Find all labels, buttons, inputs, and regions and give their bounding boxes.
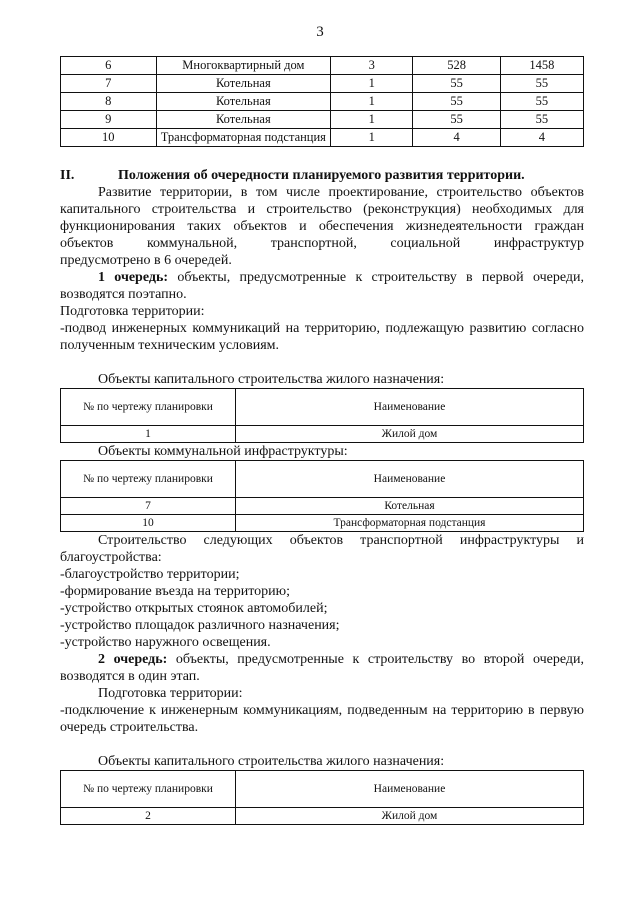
table-cell: Котельная [156, 111, 331, 129]
table-row [61, 129, 584, 147]
list-item: -благоустройство территории; [60, 567, 240, 582]
table-row [61, 75, 584, 93]
stage2-paragraph [60, 651, 584, 685]
caption-residential-2: Объекты капитального строительства жилого назначения: [98, 754, 445, 769]
stage2-prep-title: Подготовка территории: [98, 686, 243, 701]
table-cell: 55 [500, 75, 583, 93]
stage1-label: 1 очередь: [98, 270, 169, 285]
list-item: -устройство открытых стоянок автомобилей; [60, 601, 328, 616]
table-cell: 528 [413, 57, 500, 75]
col-header: № по чертежу планировки [61, 771, 236, 808]
col-header: № по чертежу планировки [61, 389, 236, 426]
table-cell: 55 [500, 111, 583, 129]
section-heading [60, 167, 584, 184]
table-cell: 3 [331, 57, 413, 75]
table-cell: 55 [500, 93, 583, 111]
residential-table-2 [60, 770, 584, 825]
table-cell: Котельная [236, 498, 584, 515]
caption-residential-1: Объекты капитального строительства жилого назначения: [98, 372, 445, 387]
table-cell: 1 [61, 426, 236, 443]
col-header: Наименование [236, 771, 584, 808]
section-title: Положения об очередности планируемого развития территории. [118, 168, 525, 183]
section-number: II. [60, 168, 75, 183]
stage1-prep-text: -подвод инженерных коммуникаций на территорию, подлежащую развитию согласно полученным техническим условиям. [60, 321, 584, 353]
page-number: 3 [316, 24, 324, 40]
table-cell: 1 [331, 111, 413, 129]
col-header: № по чертежу планировки [61, 461, 236, 498]
col-header: Наименование [236, 389, 584, 426]
table-cell: 4 [413, 129, 500, 147]
table-cell: 10 [61, 515, 236, 532]
table-cell: Жилой дом [236, 808, 584, 825]
intro-line: Развитие территории, в том числе проектирование, строительство объектов [98, 185, 584, 200]
intro-line: объектов коммунальной, транспортной, социальной инфраструктур [60, 236, 584, 251]
table-cell: 9 [61, 111, 157, 129]
table-cell: 1 [331, 129, 413, 147]
caption-communal: Объекты коммунальной инфраструктуры: [98, 444, 348, 459]
intro-line: предусмотрено в 6 очередей. [60, 253, 232, 268]
stage1-prep-title: Подготовка территории: [60, 304, 205, 319]
table-cell: Котельная [156, 93, 331, 111]
table-row [61, 57, 584, 75]
table-cell: 1 [331, 75, 413, 93]
table-cell: 6 [61, 57, 157, 75]
table-cell: Трансформаторная подстанция [236, 515, 584, 532]
transport-intro: Строительство следующих объектов транспортной инфраструктуры и благоустройства: [60, 533, 584, 565]
list-item: -устройство площадок различного назначения; [60, 618, 340, 633]
stage1-text: объекты, предусмотренные к строительству в первой очереди, возводятся поэтапно. [60, 270, 584, 302]
table-cell: Жилой дом [236, 426, 584, 443]
list-item: -устройство наружного освещения. [60, 635, 271, 650]
stage2-label: 2 очередь: [98, 652, 168, 667]
residential-table-1 [60, 388, 584, 443]
stage2-text: объекты, предусмотренные к строительству во второй очереди, возводятся в один этап. [60, 652, 584, 684]
list-item: -формирование въезда на территорию; [60, 584, 291, 599]
intro-line: капитального строительства и строительство (реконструкция) необходимых для [60, 202, 584, 217]
table-cell: 2 [61, 808, 236, 825]
table-cell: 55 [413, 93, 500, 111]
table-cell: 7 [61, 498, 236, 515]
table-cell: 55 [413, 75, 500, 93]
table-cell: 55 [413, 111, 500, 129]
stage1-paragraph [60, 269, 584, 303]
table-cell: Трансформаторная подстанция [156, 129, 331, 147]
table-cell: 8 [61, 93, 157, 111]
table-cell: 1458 [500, 57, 583, 75]
table-cell: 7 [61, 75, 157, 93]
table-row [61, 93, 584, 111]
table-cell: Котельная [156, 75, 331, 93]
col-header: Наименование [236, 461, 584, 498]
table-cell: Многоквартирный дом [156, 57, 331, 75]
communal-table [60, 460, 584, 532]
intro-line: функционирования таких объектов и обеспечения жизнедеятельности граждан [60, 219, 584, 234]
table-cell: 10 [61, 129, 157, 147]
table-cell: 4 [500, 129, 583, 147]
stage2-prep-text: -подключение к инженерным коммуникациям, подведенным на территорию в первую очередь строительства. [60, 703, 584, 735]
document-body [60, 50, 584, 825]
objects-table [60, 56, 584, 147]
table-row [61, 111, 584, 129]
table-cell: 1 [331, 93, 413, 111]
